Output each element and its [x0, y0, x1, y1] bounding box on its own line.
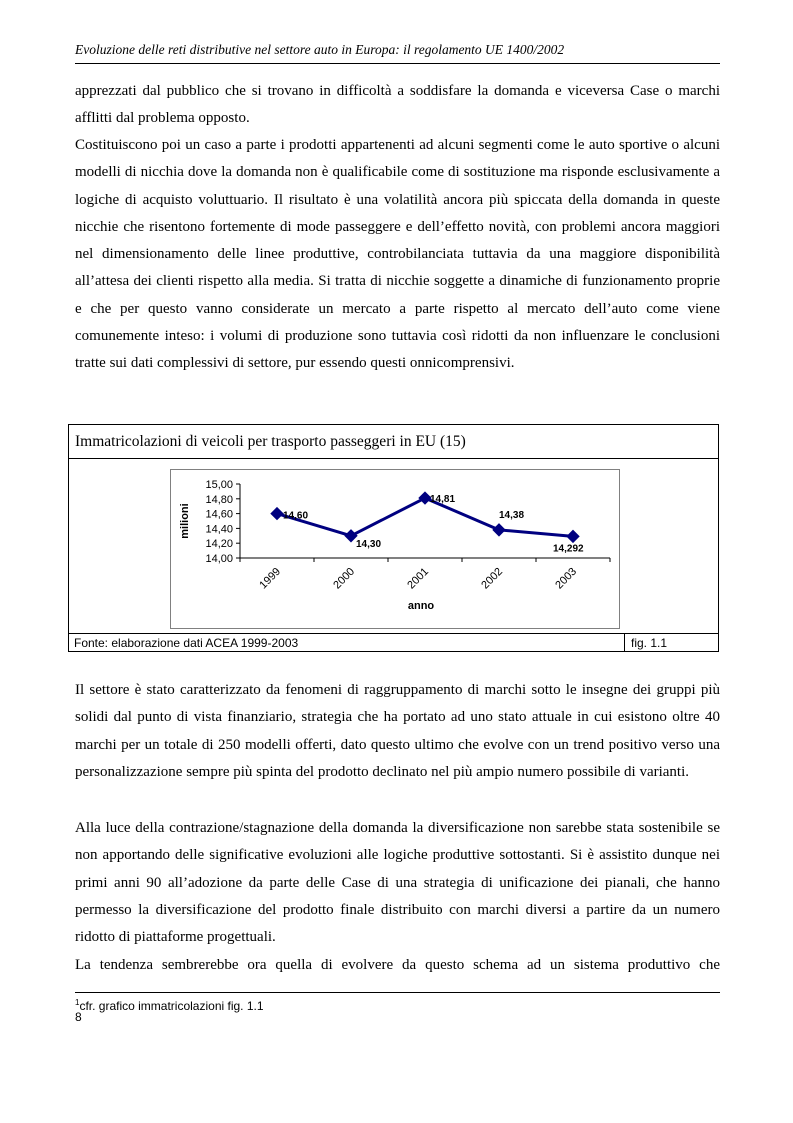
body-paragraph-2: Costituiscono poi un caso a parte i prodotti appartenenti ad alcuni segmenti come le auto sportive o alcuni modelli di nicchia dove la domanda non è qualificabile come di sostituzione ma risponde esclusivamente a logiche di acquisto voluttuario. Il risultato è una volatilità ancora più spiccata della domanda in queste nicchie che risentono fortemente di mode passeggere e dell’effetto novità, con problemi ancora maggiori nel dimensionamento delle linee produttive, controbilanciata tuttavia da una maggiore disponibilità all’attesa dei clienti rispetto alla media. Si tratta di nicchie soggette a dinamiche di funzionamento proprie e che per questo vanno considerate un mercato a parte rispetto al mercato dell’auto come viene comunemente inteso: i volumi di produzione sono tuttavia così ridotti da non influenzare le conclusioni tratte sui dati complessivi di settore, pur essendo questi onnicomprensivi. [75, 137, 720, 372]
line-chart [170, 469, 620, 629]
data-point-marker [271, 508, 283, 520]
x-axis-title: anno [407, 600, 435, 612]
y-axis-title: milioni [179, 503, 191, 539]
running-header: Evoluzione delle reti distributive nel settore auto in Europa: il regolamento UE 1400/2002 [75, 42, 720, 64]
data-label: 14,30 [356, 538, 382, 550]
y-tick-label: 14,20 [205, 538, 233, 551]
figure-title: Immatricolazioni di veicoli per trasporto passeggeri in EU (15) [69, 425, 718, 459]
body-paragraph-5: La tendenza sembrerebbe ora quella di evolvere da questo schema ad un sistema produttivo che [75, 957, 720, 973]
body-paragraph-4: Alla luce della contrazione/stagnazione della domanda la diversificazione non sarebbe stata sostenibile se non apportando delle significative evoluzioni alle logiche produttive sottostanti. Si è assistito dunque nei primi anni 90 all’adozione da parte delle Case di una strategia di unificazione dei pianali, che hanno permesso la diversificazione del prodotto finale distribuito con marchi diversi a partire da un numero ridotto di piattaforme progettuali. [75, 820, 720, 946]
y-tick-label: 14,40 [205, 523, 233, 536]
data-label: 14,60 [283, 510, 309, 522]
body-paragraph-3: Il settore è stato caratterizzato da fenomeni di raggruppamento di marchi sotto le insegne dei gruppi più solidi dal punto di vista finanziario, strategia che ha portato ad uno stato attuale in cui esistono oltre 40 marchi per un totale di 250 modelli offerti, dato questo ultimo che evolve con un trend positivo verso una personalizzazione sempre più spinta del prodotto declinato nel più ampio numero possibile di varianti. [75, 682, 720, 780]
footnote-text: cfr. grafico immatricolazioni fig. 1.1 [79, 999, 264, 1013]
x-tick-label: 2003 [553, 565, 580, 592]
y-tick-label: 15,00 [205, 479, 233, 491]
data-label: 14,81 [430, 494, 456, 506]
data-point-marker [567, 530, 579, 542]
figure-box [68, 424, 719, 652]
data-label: 14,292 [553, 543, 584, 555]
x-tick-label: 1999 [257, 565, 284, 592]
y-tick-label: 14,60 [205, 508, 233, 521]
body-paragraph-1: apprezzati dal pubblico che si trovano in difficoltà a soddisfare la domanda e viceversa Case o marchi afflitti dal problema opposto. [75, 83, 720, 127]
data-point-marker [493, 524, 505, 536]
footnote-marker: 1 [75, 998, 80, 1007]
page-number: 8 [75, 1010, 82, 1024]
x-tick-label: 2001 [405, 565, 432, 592]
y-tick-label: 14,80 [205, 493, 233, 506]
footnote [75, 995, 264, 1014]
footnote-rule [75, 992, 720, 993]
figure-label: fig. 1.1 [625, 633, 719, 652]
figure-source: Fonte: elaborazione dati ACEA 1999-2003 [69, 633, 625, 652]
x-tick-label: 2000 [331, 565, 358, 592]
x-tick-label: 2002 [479, 565, 506, 592]
data-label: 14,38 [499, 509, 525, 521]
y-tick-label: 14,00 [205, 553, 233, 565]
